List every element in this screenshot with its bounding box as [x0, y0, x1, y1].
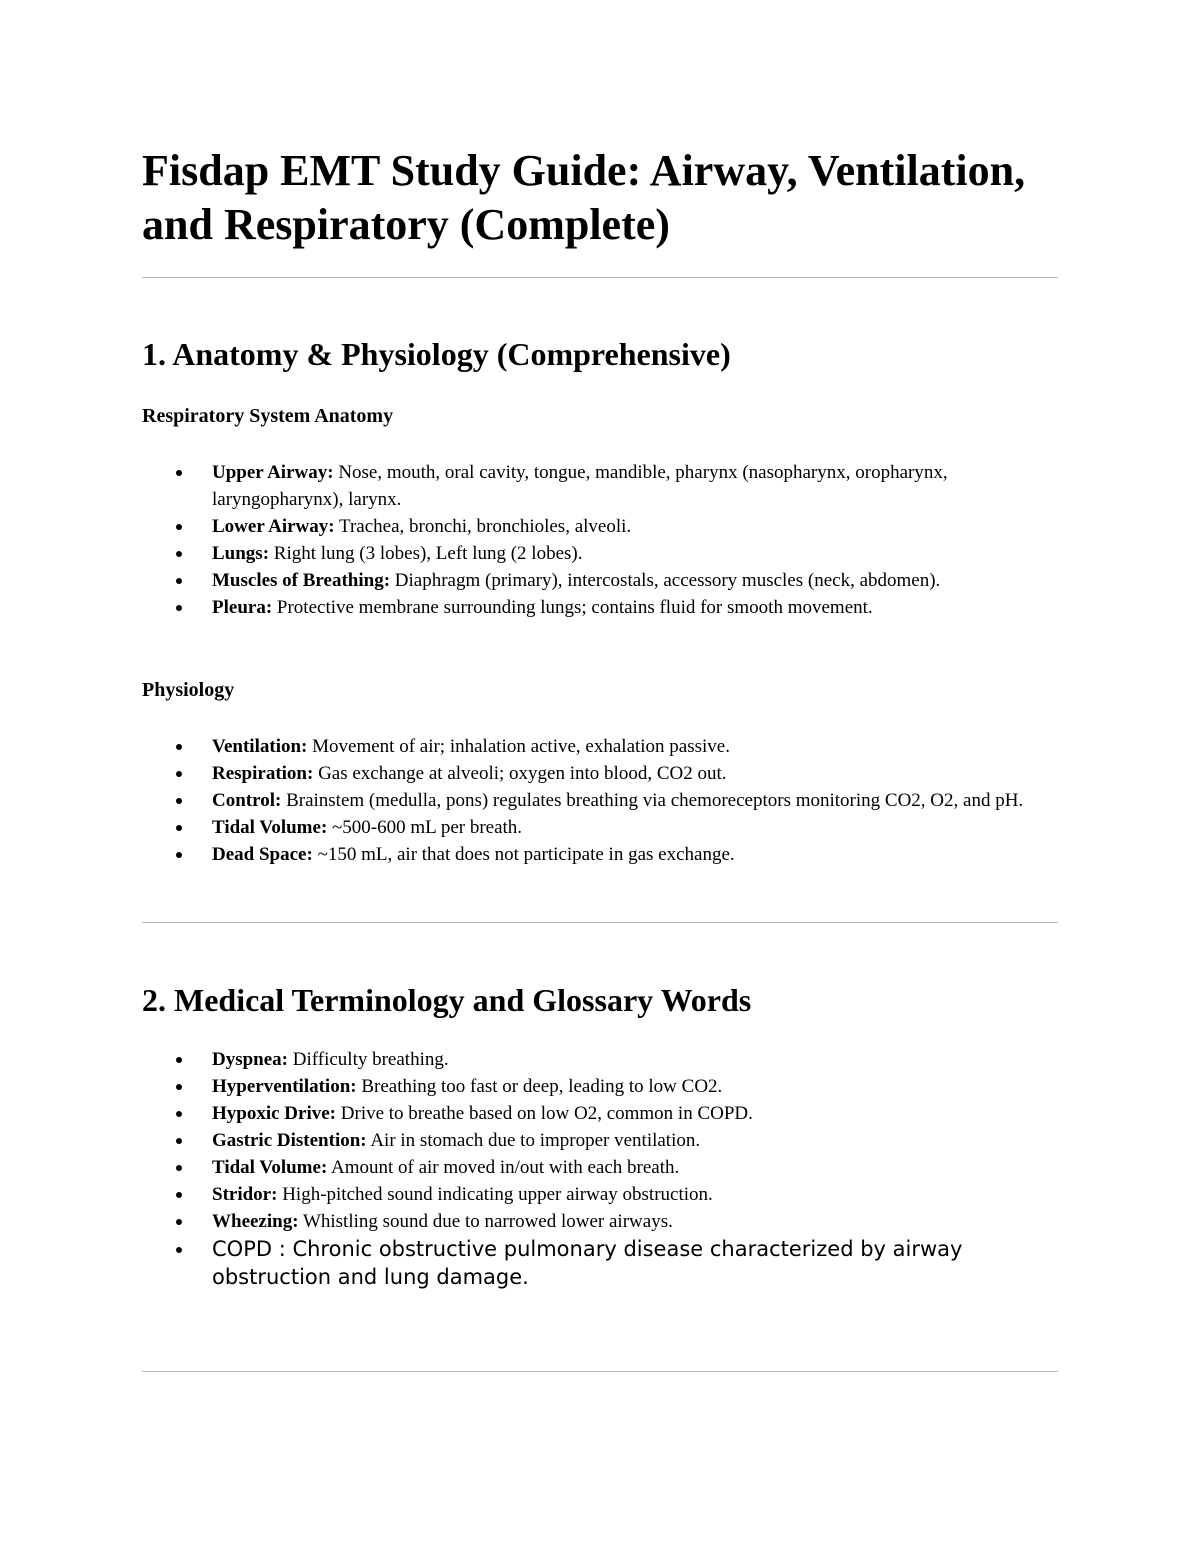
- list-item-text: Gas exchange at alveoli; oxygen into blood, CO2 out.: [313, 763, 727, 784]
- list-item-term: Lower Airway:: [212, 516, 335, 537]
- list-item-text: Chronic obstructive pulmonary disease characterized by airway obstruction and lung damage.: [212, 1237, 963, 1289]
- subsection-heading-anatomy: Respiratory System Anatomy: [142, 405, 394, 427]
- list-item-text: Drive to breathe based on low O2, common in COPD.: [336, 1103, 753, 1124]
- list-item-term: Upper Airway:: [212, 462, 334, 483]
- list-item-text: Whistling sound due to narrowed lower airways.: [298, 1211, 673, 1232]
- list-item-text: ~500-600 mL per breath.: [327, 817, 523, 838]
- anatomy-list: [142, 459, 1058, 621]
- document-title: Fisdap EMT Study Guide: Airway, Ventilation, and Respiratory (Complete): [142, 146, 1026, 249]
- list-item: [142, 841, 1052, 868]
- list-item-term: Lungs:: [212, 543, 270, 564]
- list-item-term: Gastric Distention:: [212, 1130, 367, 1151]
- list-item-text: Nose, mouth, oral cavity, tongue, mandible, pharynx (nasopharynx, oropharynx, laryngopharynx), larynx.: [212, 462, 948, 510]
- list-item: [142, 513, 1052, 540]
- list-item-term: Dead Space:: [212, 844, 313, 865]
- list-item: [142, 1181, 1052, 1208]
- subsection-heading-physiology: Physiology: [142, 679, 235, 701]
- list-item-term: Ventilation:: [212, 736, 308, 757]
- list-item-text: Air in stomach due to improper ventilation.: [366, 1130, 701, 1151]
- list-item-text: Difficulty breathing.: [288, 1049, 449, 1070]
- list-item-text: Brainstem (medulla, pons) regulates breathing via chemoreceptors monitoring CO2, O2, and pH.: [281, 790, 1024, 811]
- list-item-text: Diaphragm (primary), intercostals, accessory muscles (neck, abdomen).: [390, 570, 941, 591]
- list-item-term: Pleura:: [212, 597, 273, 618]
- list-item-text: Right lung (3 lobes), Left lung (2 lobes).: [269, 543, 583, 564]
- list-item-term: Stridor:: [212, 1184, 278, 1205]
- divider: [142, 277, 1058, 278]
- section-heading-anatomy: 1. Anatomy & Physiology (Comprehensive): [142, 336, 731, 372]
- list-item: [142, 1100, 1052, 1127]
- list-item: [142, 567, 1052, 594]
- list-item-text: ~150 mL, air that does not participate in gas exchange.: [312, 844, 735, 865]
- list-item-text: Protective membrane surrounding lungs; contains fluid for smooth movement.: [272, 597, 873, 618]
- list-item: [142, 540, 1052, 567]
- list-item-term: Muscles of Breathing:: [212, 570, 391, 591]
- list-item: [142, 1073, 1052, 1100]
- list-item: [142, 1046, 1052, 1073]
- list-item-term: COPD :: [212, 1237, 286, 1261]
- list-item-term: Tidal Volume:: [212, 817, 328, 838]
- list-item: [142, 1235, 1052, 1291]
- list-item-text: Trachea, bronchi, bronchioles, alveoli.: [334, 516, 632, 537]
- list-item: [142, 1127, 1052, 1154]
- list-item-text: Amount of air moved in/out with each breath.: [327, 1157, 680, 1178]
- list-item: [142, 733, 1052, 760]
- list-item: [142, 1208, 1052, 1235]
- list-item: [142, 814, 1052, 841]
- list-item-term: Dyspnea:: [212, 1049, 289, 1070]
- list-item-term: Hyperventilation:: [212, 1076, 357, 1097]
- list-item-term: Hypoxic Drive:: [212, 1103, 337, 1124]
- list-item: [142, 760, 1052, 787]
- list-item-text: Breathing too fast or deep, leading to low CO2.: [356, 1076, 723, 1097]
- divider: [142, 1371, 1058, 1372]
- list-item-term: Control:: [212, 790, 282, 811]
- section-heading-terminology: 2. Medical Terminology and Glossary Words: [142, 982, 752, 1018]
- list-item-term: Tidal Volume:: [212, 1157, 328, 1178]
- list-item: [142, 787, 1052, 814]
- physiology-list: [142, 733, 1058, 868]
- list-item-term: Respiration:: [212, 763, 314, 784]
- list-item-term: Wheezing:: [212, 1211, 299, 1232]
- list-item: [142, 459, 1052, 513]
- list-item: [142, 594, 1052, 621]
- list-item: [142, 1154, 1052, 1181]
- divider: [142, 922, 1058, 923]
- terminology-list: [142, 1046, 1058, 1291]
- list-item-text: High-pitched sound indicating upper airway obstruction.: [277, 1184, 713, 1205]
- list-item-text: Movement of air; inhalation active, exhalation passive.: [307, 736, 730, 757]
